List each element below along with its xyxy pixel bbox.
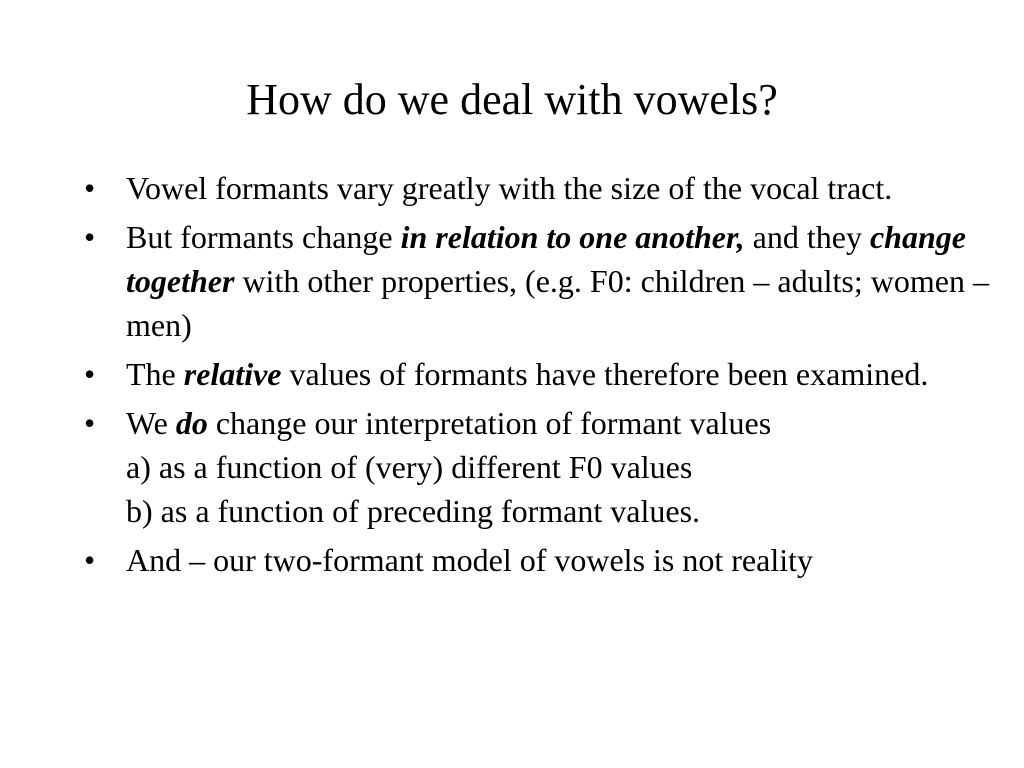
emphasis-together: change together — [126, 219, 966, 299]
bullet-item-two-formant-model — [84, 538, 1004, 582]
bullet-icon: • — [84, 405, 96, 441]
bullet-text-post: with other properties, (e.g. F0: children – adults; women – men) — [126, 263, 989, 343]
slide-title: How do we deal with vowels? — [246, 75, 778, 124]
bullet-text-pre: But formants change — [126, 219, 401, 255]
bullet-line-main — [126, 401, 1004, 445]
bullet-item-vocal-tract — [84, 166, 1004, 210]
bullet-item-interpretation — [84, 401, 1004, 533]
bullet-text-pre: The — [126, 356, 184, 392]
bullet-item-relative-values — [84, 352, 1004, 396]
bullet-text: Vowel formants vary greatly with the size of the vocal tract. — [126, 170, 893, 206]
bullet-text: And – our two-formant model of vowels is not reality — [126, 542, 813, 578]
bullet-text-post: change our interpretation of formant values — [207, 405, 772, 441]
emphasis-do: do — [175, 405, 208, 441]
bullet-text-mid: and they — [744, 219, 870, 255]
bullet-icon: • — [84, 356, 96, 392]
bullet-item-formant-relations — [84, 215, 1004, 347]
emphasis-relation: in relation to one another, — [400, 219, 745, 255]
bullet-icon: • — [84, 219, 96, 255]
sub-line-b: b) as a function of preceding formant values. — [126, 493, 701, 529]
bullet-list — [84, 166, 1004, 587]
emphasis-relative: relative — [183, 356, 282, 392]
bullet-text-post: values of formants have therefore been examined. — [281, 356, 929, 392]
bullet-icon: • — [84, 542, 96, 578]
bullet-text-pre: We — [126, 405, 176, 441]
sub-line-a: a) as a function of (very) different F0 values — [126, 449, 693, 485]
bullet-icon: • — [84, 170, 96, 206]
